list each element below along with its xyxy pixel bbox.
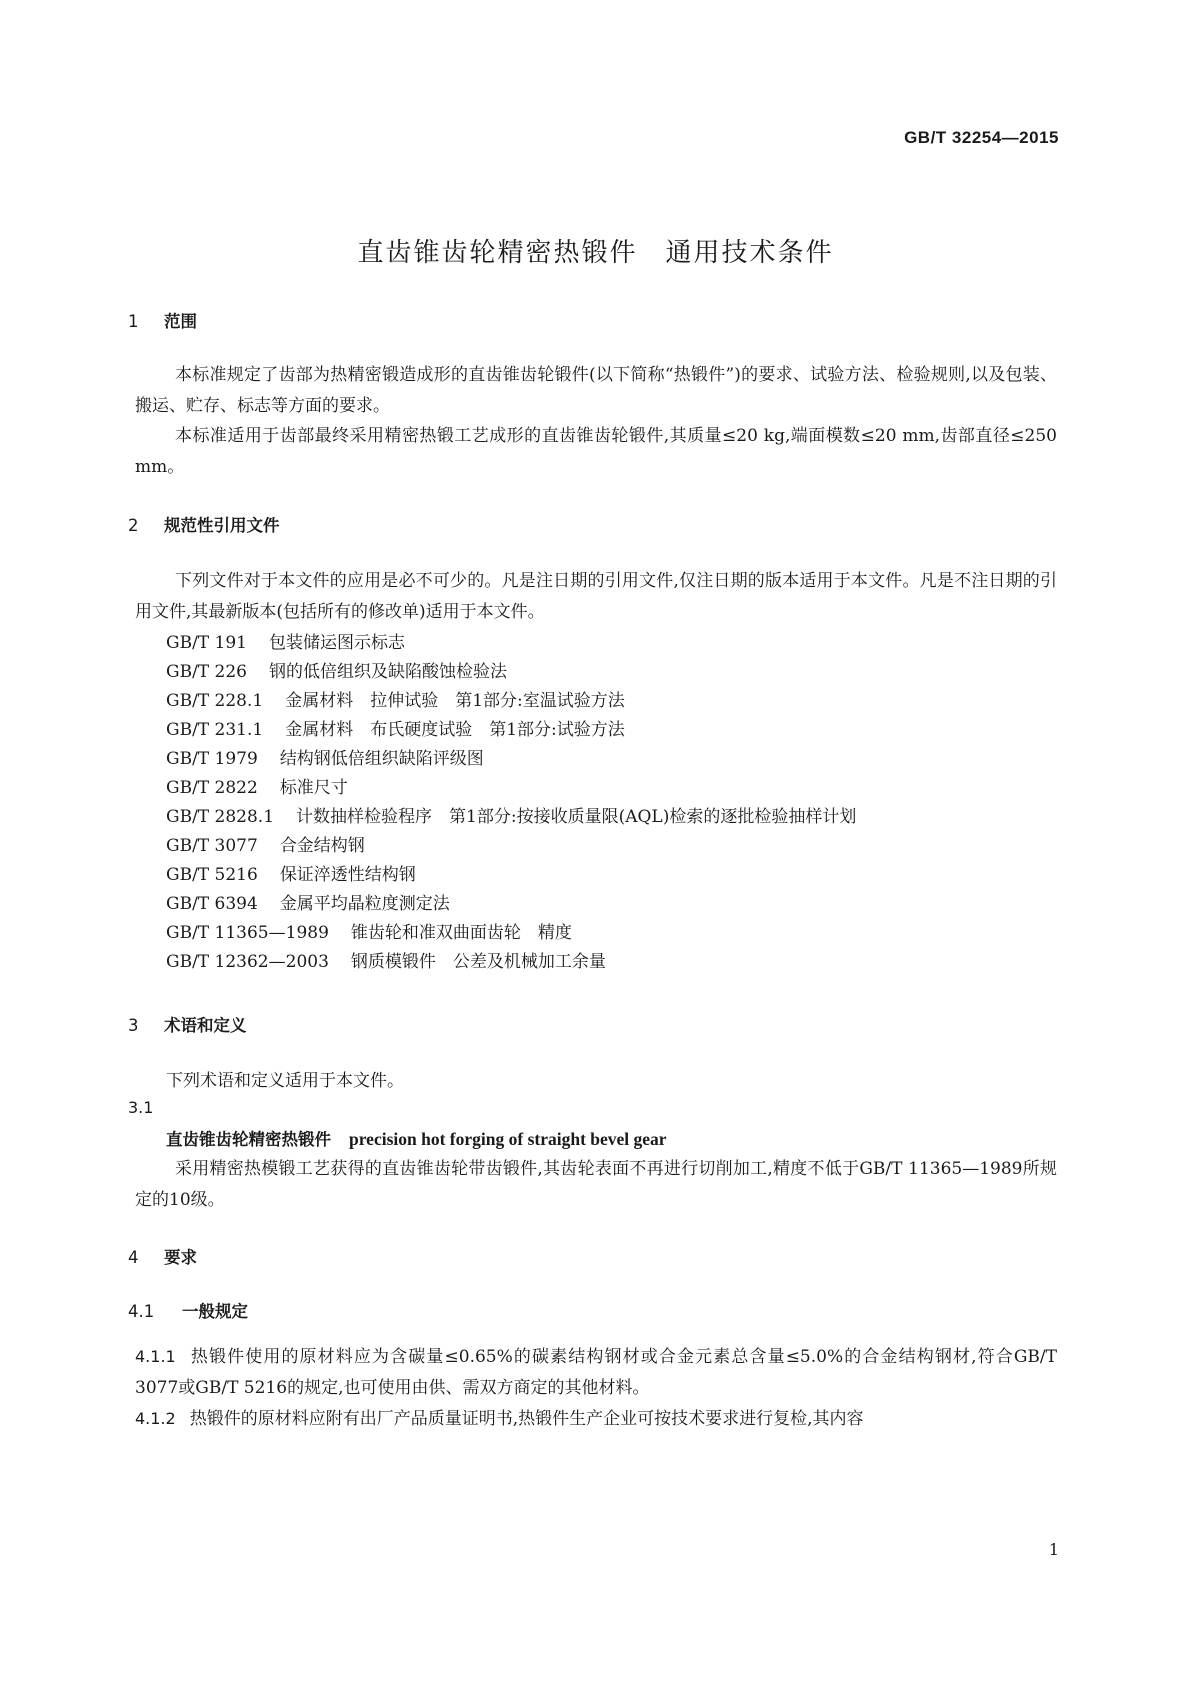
term-definition: 采用精密热模锻工艺获得的直齿锥齿轮带齿锻件,其齿轮表面不再进行切削加工,精度不低于GB/T 11365—1989所规定的10级。 bbox=[135, 1159, 1057, 1210]
reference-item bbox=[166, 773, 348, 798]
reference-title: 金属材料 布氏硬度试验 第1部分:试验方法 bbox=[285, 720, 625, 740]
document-title: 直齿锥齿轮精密热锻件 通用技术条件 bbox=[357, 238, 834, 268]
reference-item bbox=[166, 831, 365, 856]
reference-code: GB/T 228.1 bbox=[166, 691, 264, 711]
reference-code: GB/T 12362—2003 bbox=[166, 952, 329, 972]
reference-title: 钢质模锻件 公差及机械加工余量 bbox=[350, 952, 606, 972]
reference-item bbox=[166, 628, 405, 653]
reference-code: GB/T 2822 bbox=[166, 778, 258, 798]
reference-title: 金属平均晶粒度测定法 bbox=[279, 894, 450, 914]
section-title: 术语和定义 bbox=[164, 1016, 247, 1035]
clause-4-1-2 bbox=[135, 1403, 1057, 1434]
section-title: 要求 bbox=[164, 1248, 197, 1267]
section-3-intro: 下列术语和定义适用于本文件。 bbox=[166, 1071, 404, 1091]
section-3-heading bbox=[128, 1012, 247, 1036]
subsection-number: 4.1 bbox=[128, 1302, 155, 1321]
clause-text: 热锻件的原材料应附有出厂产品质量证明书,热锻件生产企业可按技术要求进行复检,其内容 bbox=[189, 1409, 864, 1429]
reference-item bbox=[166, 657, 507, 682]
reference-code: GB/T 2828.1 bbox=[166, 807, 275, 827]
reference-code: GB/T 6394 bbox=[166, 894, 258, 914]
reference-item bbox=[166, 802, 856, 827]
clause-number: 4.1.1 bbox=[135, 1347, 176, 1366]
section-number: 4 bbox=[128, 1248, 139, 1267]
section-1-heading bbox=[128, 308, 197, 332]
section-4-heading bbox=[128, 1244, 197, 1268]
section-2-heading bbox=[128, 512, 280, 536]
subsection-4-1-heading bbox=[128, 1298, 248, 1322]
reference-item bbox=[166, 715, 625, 740]
subsection-title: 一般规定 bbox=[182, 1302, 248, 1321]
page-number: 1 bbox=[1048, 1540, 1059, 1559]
reference-title: 包装储运图示标志 bbox=[269, 633, 405, 653]
section-number: 2 bbox=[128, 516, 139, 535]
clause-number: 4.1.2 bbox=[135, 1409, 176, 1428]
term-chinese: 直齿锥齿轮精密热锻件 bbox=[166, 1130, 331, 1149]
reference-code: GB/T 11365—1989 bbox=[166, 923, 329, 943]
reference-title: 合金结构钢 bbox=[279, 836, 365, 856]
section-2-intro: 下列文件对于本文件的应用是必不可少的。凡是注日期的引用文件,仅注日期的版本适用于本文件。凡是不注日期的引用文件,其最新版本(包括所有的修改单)适用于本文件。 bbox=[135, 571, 1057, 622]
reference-title: 金属材料 拉伸试验 第1部分:室温试验方法 bbox=[285, 691, 625, 711]
section-number: 1 bbox=[128, 312, 139, 331]
section-number: 3 bbox=[128, 1016, 139, 1035]
reference-code: GB/T 5216 bbox=[166, 865, 258, 885]
reference-item bbox=[166, 918, 572, 943]
section-1-paragraph-1: 本标准规定了齿部为热精密锻造成形的直齿锥齿轮锻件(以下简称“热锻件”)的要求、试验方法、检验规则,以及包装、搬运、贮存、标志等方面的要求。 bbox=[135, 365, 1057, 416]
reference-code: GB/T 3077 bbox=[166, 836, 258, 856]
reference-title: 标准尺寸 bbox=[279, 778, 348, 798]
standard-code: GB/T 32254—2015 bbox=[904, 128, 1059, 147]
reference-item bbox=[166, 860, 416, 885]
reference-title: 锥齿轮和准双曲面齿轮 精度 bbox=[350, 923, 572, 943]
clause-4-1-1 bbox=[135, 1341, 1057, 1404]
reference-code: GB/T 231.1 bbox=[166, 720, 264, 740]
reference-title: 保证淬透性结构钢 bbox=[279, 865, 416, 885]
reference-code: GB/T 226 bbox=[166, 662, 247, 682]
reference-title: 结构钢低倍组织缺陷评级图 bbox=[279, 749, 484, 769]
reference-item bbox=[166, 947, 606, 972]
term-number: 3.1 bbox=[128, 1098, 154, 1117]
reference-code: GB/T 1979 bbox=[166, 749, 258, 769]
section-title: 规范性引用文件 bbox=[164, 516, 280, 535]
reference-title: 计数抽样检验程序 第1部分:按接收质量限(AQL)检索的逐批检验抽样计划 bbox=[296, 807, 857, 827]
term-english: precision hot forging of straight bevel gear bbox=[349, 1129, 667, 1149]
reference-item bbox=[166, 686, 625, 711]
section-title: 范围 bbox=[164, 312, 197, 331]
section-1-paragraph-2: 本标准适用于齿部最终采用精密热锻工艺成形的直齿锥齿轮锻件,其质量≤20 kg,端面模数≤20 mm,齿部直径≤250 mm。 bbox=[135, 426, 1057, 477]
reference-item bbox=[166, 889, 450, 914]
clause-text: 热锻件使用的原材料应为含碳量≤0.65%的碳素结构钢材或合金元素总含量≤5.0%的合金结构钢材,符合GB/T 3077或GB/T 5216的规定,也可使用由供、需双方商定的其他材料。 bbox=[135, 1347, 1057, 1398]
reference-code: GB/T 191 bbox=[166, 633, 247, 653]
term-title bbox=[166, 1126, 667, 1150]
reference-title: 钢的低倍组织及缺陷酸蚀检验法 bbox=[269, 662, 507, 682]
reference-item bbox=[166, 744, 484, 769]
